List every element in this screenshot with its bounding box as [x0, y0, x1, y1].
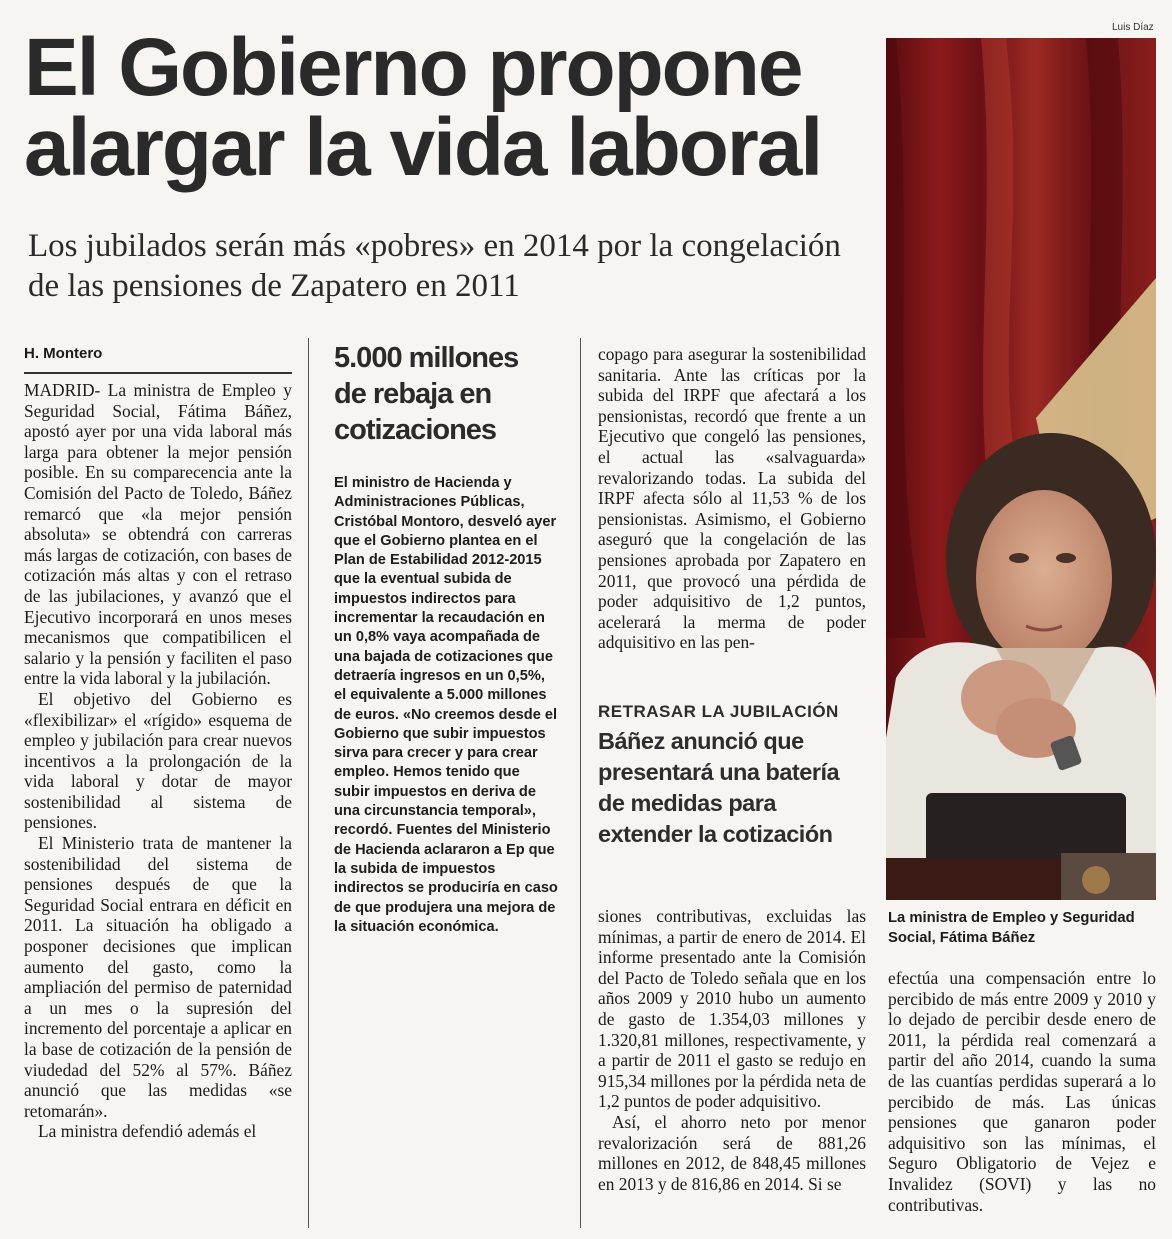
photo-credit: Luis Díaz	[1112, 22, 1154, 33]
sidebar-text	[334, 474, 558, 937]
body-column-1	[24, 380, 292, 1142]
paragraph: El ministro de Hacienda y Administraciones Públicas, Cristóbal Montoro, desveló ayer que el Gobierno plantea en el Plan de Estabilidad 2012-2015 que la eventual subida de impuestos indirectos para incrementar la recaudación en un 0,8% vaya acompañada de una bajada de cotizaciones que detraería ingresos en un 0,5%, el equivalente a 5.000 millones de euros. «No creemos desde el Gobierno que subir impuestos sirva para crecer y para crear empleo. Hemos tenido que subir impuestos en deriva de una circunstancia temporal», recordó. Fuentes del Ministerio de Hacienda aclararon a Ep que la subida de impuestos indirectos se produciría en caso de que produjera una mejora de la situación económica.	[334, 475, 558, 935]
paragraph: efectúa una compensación entre lo percibido de más entre 2009 y 2010 y lo dejado de percibir desde enero de 2011, la pérdida real comenzará a partir del año 2014, cuando la suma de las cuantías perdidas superará a lo percibido de más. Las únicas pensiones que ganaron poder adquisitivo son las mínimas, el Seguro Obligatorio de Vejez e Invalidez (SOVI) y las no contributivas.	[888, 968, 1156, 1215]
section-heading	[598, 702, 866, 850]
section-headline: Báñez anunció que presentará una batería de medidas para extender la cotización	[598, 728, 840, 847]
section-kicker: RETRASAR LA JUBILACIÓN	[598, 702, 839, 721]
paragraph: La ministra defendió además el	[38, 1121, 257, 1142]
paragraph: El Ministerio trata de mantener la sostenibilidad del sistema de pensiones después de que la Seguridad Social entrara en déficit en 2011. La situación ha obligado a posponer decisiones que implican aumento del gasto, como la ampliación del permiso de paternidad a un mes o la supresión del incremento del porcentaje a aplicar en la base de cotización de la pensión de viudedad del 52% al 57%. Báñez anunció que las medidas «se retomarán».	[24, 833, 292, 1121]
photo-illustration	[886, 38, 1156, 900]
column-divider	[580, 338, 581, 1228]
headline: El Gobierno propone alargar la vida laboral	[24, 22, 822, 193]
paragraph: MADRID- La ministra de Empleo y Seguridad Social, Fátima Báñez, apostó ayer por una vida laboral más larga para obtener la mejor pensión posible. En su comparecencia ante la Comisión del Pacto de Toledo, Báñez remarcó que «la mejor pensión absoluta» se obtendrá con carreras más largas de cotización, con bases de cotización más altas y con el retraso de las jubilaciones, y avanzó que el Ejecutivo incorporará en unos meses mecanismos que compatibilicen el salario y la pensión y faciliten el paso entre la vida laboral y la jubilación.	[24, 380, 292, 689]
body-column-4	[888, 968, 1156, 1215]
paragraph: copago para asegurar la sostenibilidad sanitaria. Ante las críticas por la subida del IRPF que afectará a los pensionistas, recordó que frente a un Ejecutivo que congeló las pensiones, el actual las «salvaguarda» revalorizando todas. La subida del IRPF afecta sólo al 11,53 % de los pensionistas. Asimismo, el Gobierno aseguró que la congelación de las pensiones aprobada por Zapatero en 2011, que provocó una pérdida de poder adquisitivo de 1,2 puntos, acelerará la merma de poder adquisitivo en las pen-	[598, 344, 866, 653]
byline: H. Montero	[24, 345, 292, 374]
minister-photo	[886, 38, 1156, 900]
paragraph: El objetivo del Gobierno es «flexibilizar» el «rígido» esquema de empleo y jubilación para crear nuevos incentivos a la prolongación de la vida laboral y dotar de mayor sostenibilidad al sistema de pensiones.	[24, 688, 292, 833]
body-column-3-bottom	[598, 906, 866, 1194]
paragraph: siones contributivas, excluidas las mínimas, a partir de enero de 2014. El informe presentado ante la Comisión del Pacto de Toledo señala que en los años 2009 y 2010 hubo un aumento de gasto de 1.354,03 millones y 1.320,81 millones, respectivamente, y a partir de 2011 el gasto se redujo en 915,34 millones por la pérdida neta de 1,2 puntos de poder adquisitivo.	[598, 906, 866, 1112]
column-divider	[308, 338, 309, 1228]
subheadline: Los jubilados serán más «pobres» en 2014 por la congelación de las pensiones de Zapatero en 2011	[28, 228, 841, 304]
paragraph: Así, el ahorro neto por menor revalorización será de 881,26 millones en 2012, de 848,45 millones en 2013 y de 816,86 en 2014. Si se	[598, 1111, 866, 1194]
body-column-3-top	[598, 344, 866, 653]
photo-caption: La ministra de Empleo y Seguridad Social, Fátima Báñez	[888, 910, 1135, 946]
sidebar-headline: 5.000 millones de rebaja en cotizaciones	[334, 342, 519, 446]
